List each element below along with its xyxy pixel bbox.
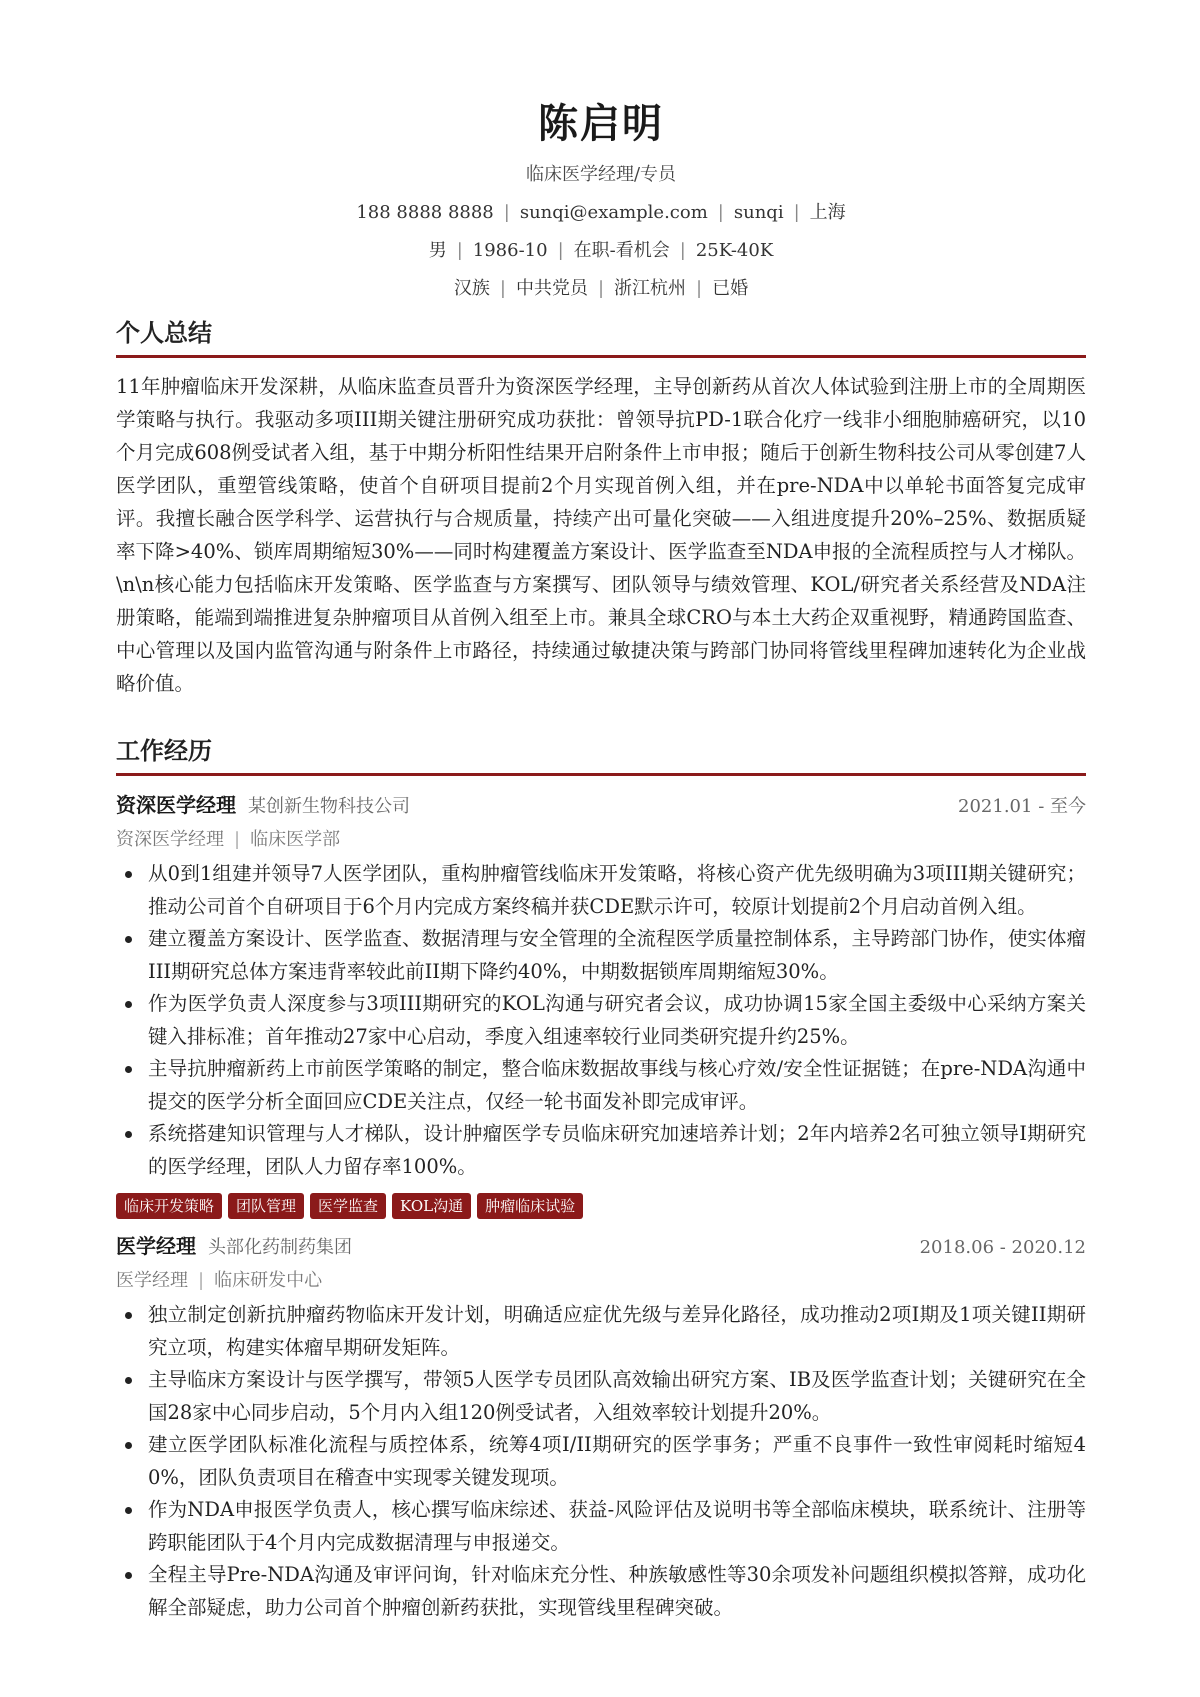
job-date: 2021.01 - 至今 — [958, 796, 1086, 817]
bullet-dot — [125, 1507, 132, 1514]
bullet-dot — [125, 1377, 132, 1384]
list-item — [116, 1299, 1086, 1364]
separator: | — [597, 278, 605, 299]
personal-row-1 — [116, 232, 1086, 270]
separator: | — [234, 829, 241, 850]
ethnicity: 汉族 — [453, 278, 490, 299]
bullet-text: 全程主导Pre-NDA沟通及审评问询，针对临床充分性、种族敏感性等30余项发补问题组织模拟答辩，成功化解全部疑虑，助力公司首个肿瘤创新药获批，实现管线里程碑突破。 — [148, 1563, 1086, 1619]
separator: | — [503, 202, 510, 223]
job-company: 头部化药制药集团 — [208, 1237, 352, 1258]
expected-salary: 25K-40K — [695, 240, 774, 261]
bullet-dot — [125, 1066, 132, 1073]
wechat: sunqi — [733, 202, 784, 223]
bullet-dot — [125, 936, 132, 943]
personal-row-2 — [116, 270, 1086, 308]
summary-heading: 个人总结 — [116, 318, 212, 347]
skill-tag: 肿瘤临床试验 — [477, 1193, 583, 1219]
bullet-dot — [125, 1131, 132, 1138]
job-position: 医学经理 — [116, 1270, 188, 1291]
candidate-name: 陈启明 — [538, 100, 664, 147]
marital-status: 已婚 — [712, 278, 749, 299]
job-department: 临床医学部 — [250, 829, 341, 850]
separator: | — [717, 202, 724, 223]
list-item — [116, 988, 1086, 1053]
birth-date: 1986-10 — [472, 240, 548, 261]
job-role: 资深医学经理 — [116, 793, 236, 817]
experience-heading: 工作经历 — [116, 736, 212, 765]
bullet-text: 作为NDA申报医学负责人，核心撰写临床综述、获益-风险评估及说明书等全部临床模块，联系统计、注册等跨职能团队于4个月内完成数据清理与申报递交。 — [148, 1498, 1086, 1554]
hometown: 浙江杭州 — [614, 278, 687, 299]
job-entry — [116, 1229, 1086, 1624]
bullet-text: 主导抗肿瘤新药上市前医学策略的制定，整合临床数据故事线与核心疗效/安全性证据链；在pre-NDA沟通中提交的医学分析全面回应CDE关注点，仅经一轮书面发补即完成审评。 — [148, 1057, 1086, 1113]
separator: | — [557, 240, 564, 261]
resume-page — [116, 0, 1086, 1624]
job-subtitle — [116, 822, 1086, 858]
separator: | — [679, 240, 686, 261]
bullet-text: 建立医学团队标准化流程与质控体系，统筹4项I/II期研究的医学事务；严重不良事件一致性审阅耗时缩短40%，团队负责项目在稽查中实现零关键发现项。 — [148, 1433, 1086, 1489]
skill-tag: 医学监查 — [310, 1193, 386, 1219]
job-header — [116, 1229, 1086, 1263]
bullet-dot — [125, 871, 132, 878]
separator: | — [793, 202, 800, 223]
skill-tag: KOL沟通 — [392, 1193, 471, 1219]
list-item — [116, 1053, 1086, 1118]
bullet-dot — [125, 1572, 132, 1579]
separator: | — [499, 278, 506, 299]
bullet-dot — [125, 1312, 132, 1319]
bullet-dot — [125, 1442, 132, 1449]
job-status: 在职-看机会 — [573, 240, 670, 261]
skill-tags — [116, 1193, 1086, 1219]
email: sunqi@example.com — [519, 202, 708, 223]
experience-section-header — [116, 731, 1086, 776]
list-item — [116, 1364, 1086, 1429]
phone: 188 8888 8888 — [356, 202, 494, 223]
bullet-text: 建立覆盖方案设计、医学监查、数据清理与安全管理的全流程医学质量控制体系，主导跨部门协作，使实体瘤III期研究总体方案违背率较此前II期下降约40%，中期数据锁库周期缩短30%。 — [148, 927, 1086, 983]
bullet-dot — [125, 1001, 132, 1008]
job-bullets — [116, 1299, 1086, 1624]
job-date: 2018.06 - 2020.12 — [919, 1237, 1086, 1258]
bullet-text: 作为医学负责人深度参与3项III期研究的KOL沟通与研究者会议，成功协调15家全国主委级中心采纳方案关键入排标准；首年推动27家中心启动，季度入组速率较行业同类研究提升约25%。 — [148, 992, 1086, 1048]
section-divider — [116, 773, 1086, 776]
bullet-text: 从0到1组建并领导7人医学团队，重构肿瘤管线临床开发策略，将核心资产优先级明确为3项III期关键研究；推动公司首个自研项目于6个月内完成方案终稿并获CDE默示许可，较原计划提前2个月启动首例入组。 — [148, 862, 1086, 918]
summary-section-header — [116, 313, 1086, 358]
section-divider — [116, 355, 1086, 358]
political-status: 中共党员 — [515, 278, 588, 299]
bullet-text: 独立制定创新抗肿瘤药物临床开发计划，明确适应症优先级与差异化路径，成功推动2项I期及1项关键II期研究立项，构建实体瘤早期研发矩阵。 — [148, 1303, 1086, 1359]
job-company: 某创新生物科技公司 — [248, 796, 410, 817]
bullet-text: 主导临床方案设计与医学撰写，带领5人医学专员团队高效输出研究方案、IB及医学监查计划；关键研究在全国28家中心同步启动，5个月内入组120例受试者，入组效率较计划提升20%。 — [148, 1368, 1086, 1424]
separator: | — [696, 278, 703, 299]
list-item — [116, 1118, 1086, 1183]
gender: 男 — [428, 240, 447, 261]
job-role: 医学经理 — [116, 1234, 196, 1258]
job-bullets — [116, 858, 1086, 1183]
job-entry — [116, 788, 1086, 1219]
list-item — [116, 1559, 1086, 1624]
list-item — [116, 923, 1086, 988]
job-subtitle — [116, 1263, 1086, 1299]
city: 上海 — [809, 202, 846, 223]
candidate-title: 临床医学经理/专员 — [525, 164, 677, 185]
skill-tag: 临床开发策略 — [116, 1193, 222, 1219]
bullet-text: 系统搭建知识管理与人才梯队，设计肿瘤医学专员临床研究加速培养计划；2年内培养2名可独立领导I期研究的医学经理，团队人力留存率100%。 — [148, 1122, 1086, 1178]
job-header — [116, 788, 1086, 822]
list-item — [116, 1429, 1086, 1494]
skill-tag: 团队管理 — [228, 1193, 304, 1219]
separator: | — [198, 1270, 205, 1291]
summary-text: 11年肿瘤临床开发深耕，从临床监查员晋升为资深医学经理，主导创新药从首次人体试验到注册上市的全周期医学策略与执行。我驱动多项III期关键注册研究成功获批：曾领导抗PD-1联合化疗一线非小细胞肺癌研究，以10个月完成608例受试者入组，基于中期分析阳性结果开启附条件上市申报；随后于创新生物科技公司从零创建7人医学团队，重塑管线策略，使首个自研项目提前2个月实现首例入组，并在pre-NDA中以单轮书面答复完成审评。我擅长融合医学科学、运营执行与合规质量，持续产出可量化突破——入组进度提升20%–25%、数据质疑率下降>40%、锁库周期缩短30%——同时构建覆盖方案设计、医学监查至NDA申报的全流程质控与人才梯队。\n\n核心能力包括临床开发策略、医学监查与方案撰写、团队领导与绩效管理、KOL/研究者关系经营及NDA注册策略，能端到端推进复杂肿瘤项目从首例入组至上市。兼具全球CRO与本土大药企双重视野，精通跨国监查、中心管理以及国内监管沟通与附条件上市路径，持续通过敏捷决策与跨部门协同将管线里程碑加速转化为企业战略价值。 — [116, 375, 1086, 695]
job-position: 资深医学经理 — [116, 829, 224, 850]
list-item — [116, 1494, 1086, 1559]
separator: | — [456, 240, 463, 261]
list-item — [116, 858, 1086, 923]
contact-row — [116, 194, 1086, 232]
job-department: 临床研发中心 — [214, 1270, 323, 1291]
